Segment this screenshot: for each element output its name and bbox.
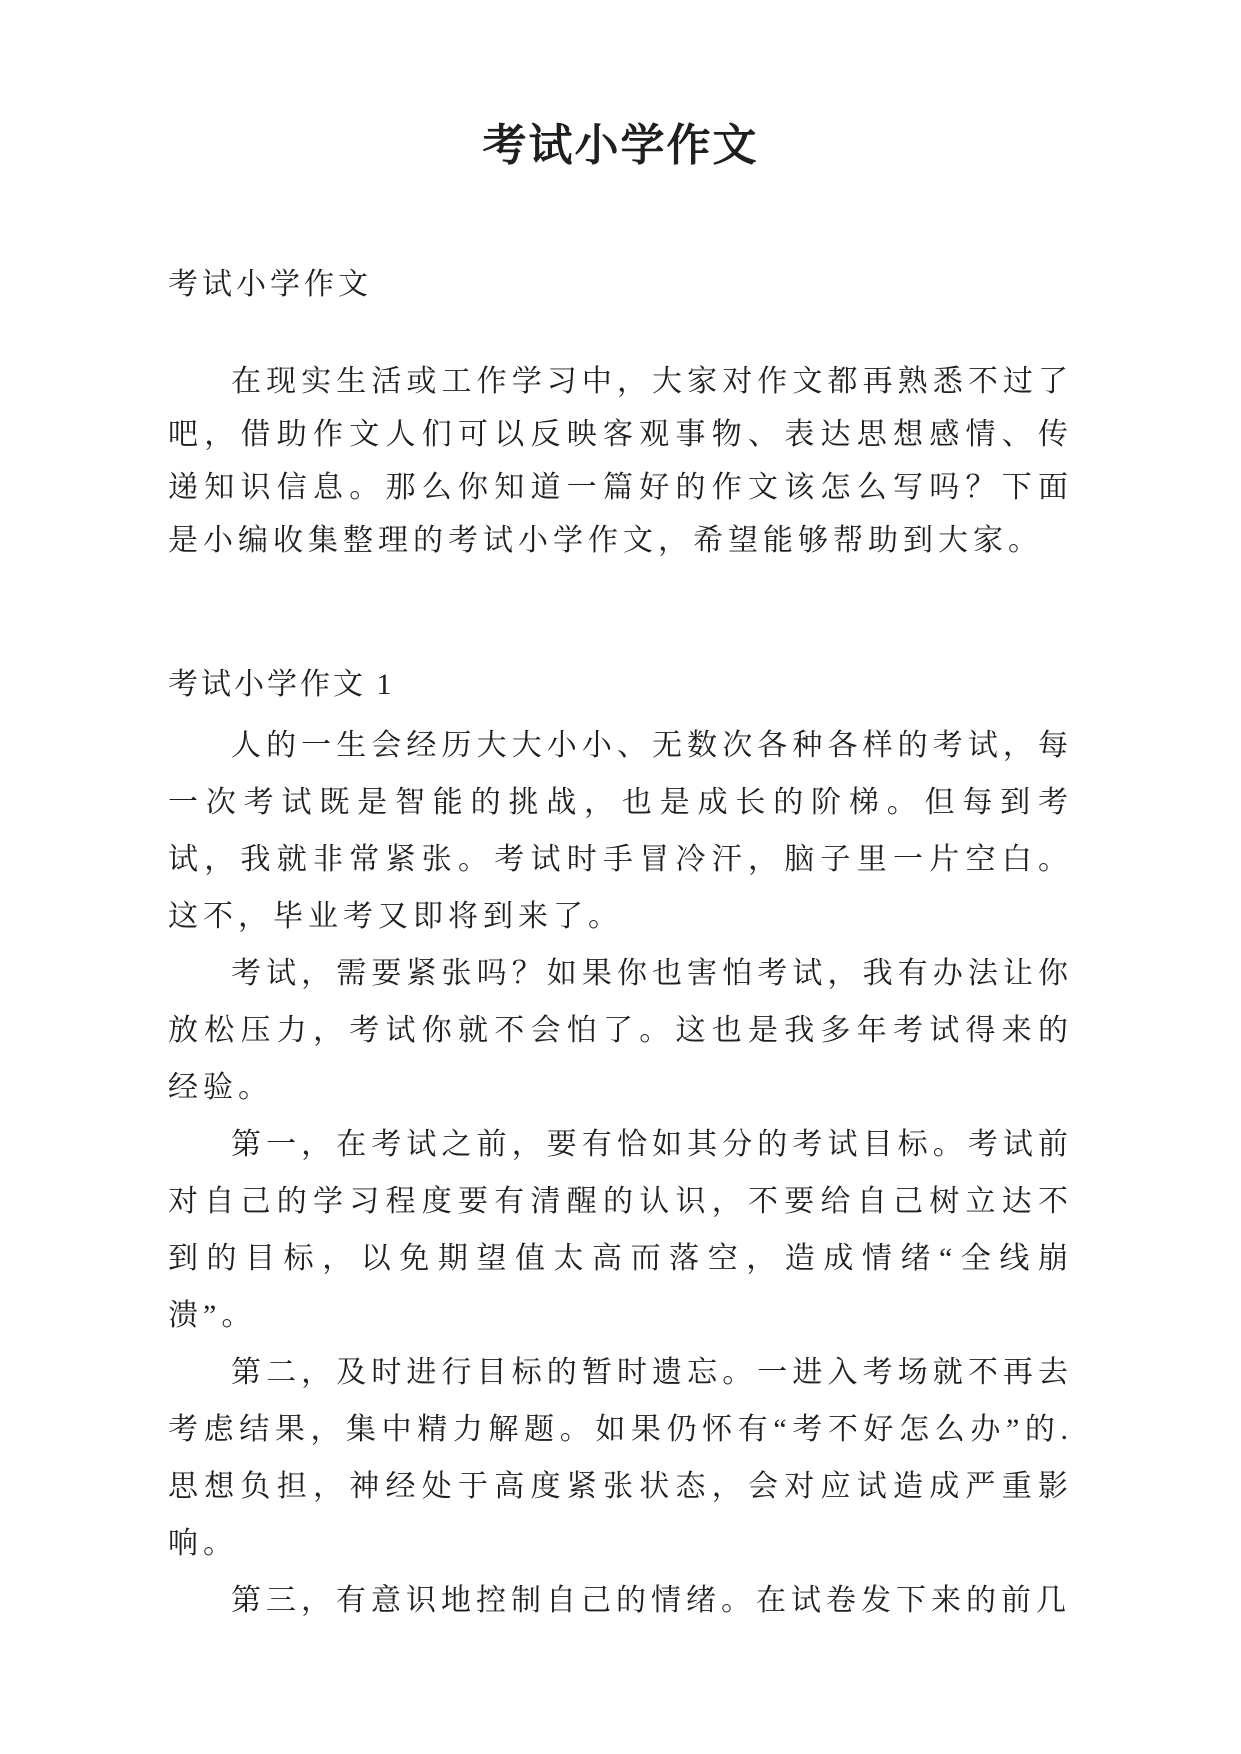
essay-paragraph: 第三，有意识地控制自己的情绪。在试卷发下来的前几 (231, 1584, 1071, 1617)
essay-paragraph: 考试，需要紧张吗？如果你也害怕考试，我有办法让你放松压力，考试你就不会怕了。这也是我多年考试得来的经验。 (168, 957, 1073, 1104)
essay-paragraph: 第一，在考试之前，要有恰如其分的考试目标。考试前对自己的学习程度要有清醒的认识，不要给自己树立达不到的目标，以免期望值太高而落空，造成情绪“全线崩溃”。 (168, 1128, 1073, 1332)
intro-paragraph: 在现实生活或工作学习中，大家对作文都再熟悉不过了吧，借助作文人们可以反映客观事物、表达思想感情、传递知识信息。那么你知道一篇好的作文该怎么写吗？下面是小编收集整理的考试小学作文，希望能够帮助到大家。 (168, 365, 1073, 557)
document-subtitle: 考试小学作文 (168, 268, 372, 301)
essay-paragraph: 人的一生会经历大大小小、无数次各种各样的考试，每一次考试既是智能的挑战，也是成长的阶梯。但每到考试，我就非常紧张。考试时手冒冷汗，脑子里一片空白。这不，毕业考又即将到来了。 (168, 729, 1073, 933)
section-heading: 考试小学作文 1 (168, 668, 395, 701)
essay-body (168, 717, 1073, 1629)
essay-paragraph: 第二，及时进行目标的暂时遗忘。一进入考场就不再去考虑结果，集中精力解题。如果仍怀有“考不好怎么办”的.思想负担，神经处于高度紧张状态，会对应试造成严重影响。 (168, 1356, 1073, 1560)
document-title: 考试小学作文 (482, 121, 759, 170)
